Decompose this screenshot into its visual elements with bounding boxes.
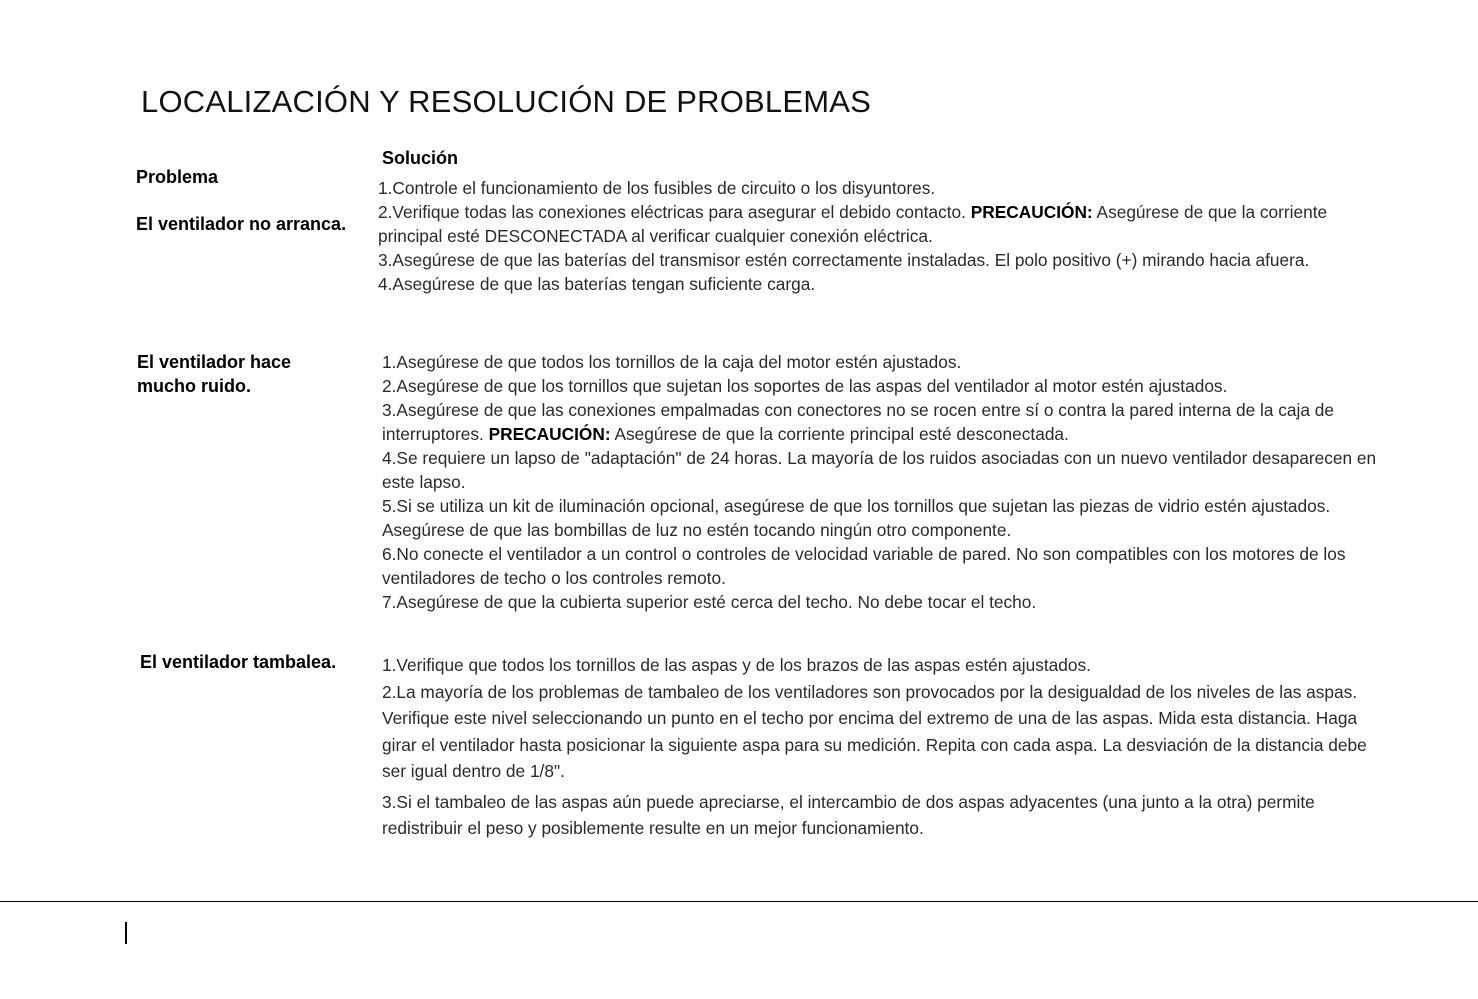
solution-step: 4.Asegúrese de que las baterías tengan suficiente carga. [378,274,816,294]
footer-divider [0,901,1478,902]
problem-column-header: Problema [136,167,219,187]
solution-step [378,200,1378,248]
solution-step: 3.Asegúrese de que las baterías del transmisor estén correctamente instaladas. El polo positivo (+) mirando hacia afuera. [378,250,1310,270]
problem-label-no-arranca: El ventilador no arranca. [136,214,347,234]
solution-block-tambalea [382,652,1378,842]
solution-block-no-arranca [378,176,1378,296]
solution-step: 6.No conecte el ventilador a un control o controles de velocidad variable de pared. No son compatibles con los motores de los ventiladores de techo o los controles remoto. [382,544,1346,588]
solution-column-header: Solución [382,148,458,168]
solution-step [382,398,1378,446]
page-title: LOCALIZACIÓN Y RESOLUCIÓN DE PROBLEMAS [141,84,871,119]
solution-step-text: Asegúrese de que la corriente principal esté desconectada. [614,424,1069,444]
caution-label: PRECAUCIÓN: [970,202,1093,222]
problem-label-tambalea: El ventilador tambalea. [140,652,337,672]
solution-step: 1.Asegúrese de que todos los tornillos de la caja del motor estén ajustados. [382,352,962,372]
problem-label-ruido: El ventilador hace mucho ruido. [137,352,292,396]
solution-step: 4.Se requiere un lapso de "adaptación" de 24 horas. La mayoría de los ruidos asociadas con un nuevo ventilador desaparecen en este lapso. [382,448,1377,492]
solution-step-text: 3.Asegúrese de que las conexiones empalmadas con conectores no se rocen entre sí o contra la pared interna de la caja de interruptores. [382,400,1335,444]
solution-step: 2.La mayoría de los problemas de tambaleo de los ventiladores son provocados por la desigualdad de los niveles de las aspas. Verifique este nivel seleccionando un punto en el techo por encima del extremo de una de las aspas. Mida esta distancia. Haga girar el ventilador hasta posicionar la siguiente aspa para su medición. Repita con cada aspa. La desviación de la distancia debe ser igual dentro de 1/8". [382,681,1367,781]
solution-step-text: 2.Verifique todas las conexiones eléctricas para asegurar el debido contacto. [378,202,966,222]
footer-vertical-mark [125,922,127,944]
solution-step: 1.Controle el funcionamiento de los fusibles de circuito o los disyuntores. [378,178,936,198]
solution-step: 5.Si se utiliza un kit de iluminación opcional, asegúrese de que los tornillos que sujetan las piezas de vidrio estén ajustados. Asegúrese de que las bombillas de luz no estén tocando ningún otro componente. [382,496,1331,540]
caution-label: PRECAUCIÓN: [488,424,611,444]
solution-step: 3.Si el tambaleo de las aspas aún puede apreciarse, el intercambio de dos aspas adyacentes (una junto a la otra) permite redistribuir el peso y posiblemente resulte en un mejor funcionamiento. [382,791,1315,838]
solution-step: 7.Asegúrese de que la cubierta superior esté cerca del techo. No debe tocar el techo. [382,592,1037,612]
solution-step: 1.Verifique que todos los tornillos de las aspas y de los brazos de las aspas estén ajustados. [382,655,1091,675]
solution-step-text: Asegúrese de que la corriente principal esté DESCONECTADA al verificar cualquier conexión eléctrica. [378,202,1328,246]
solution-step: 2.Asegúrese de que los tornillos que sujetan los soportes de las aspas del ventilador al motor estén ajustados. [382,376,1228,396]
solution-block-ruido [382,350,1378,614]
